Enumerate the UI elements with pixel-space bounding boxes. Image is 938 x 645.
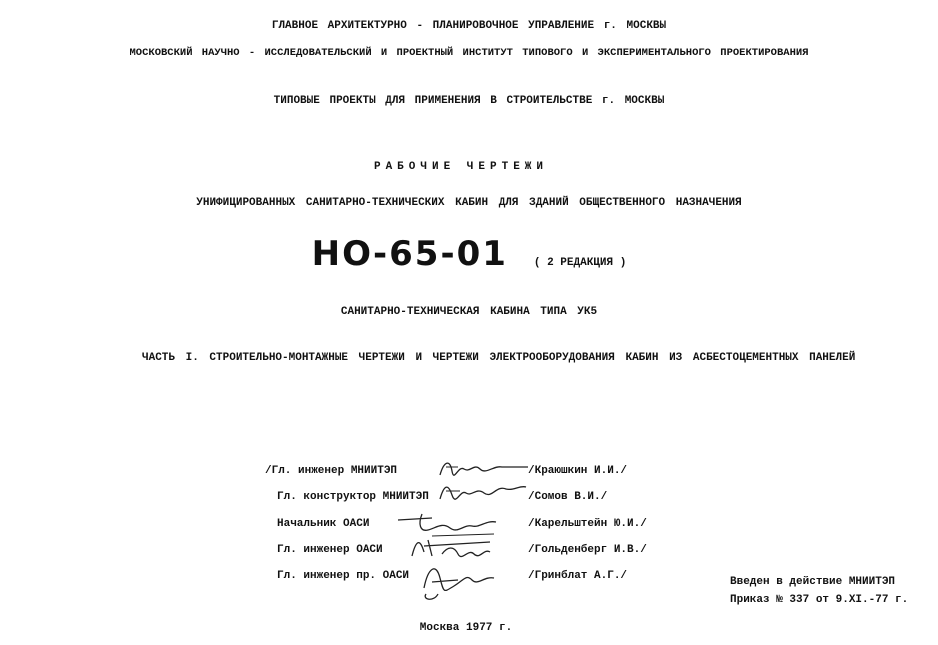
document-code-row [0,234,938,274]
signatory-row [0,491,938,513]
document-subject: УНИФИЦИРОВАННЫХ САНИТАРНО-ТЕХНИЧЕСКИХ КАБИН ДЛЯ ЗДАНИЙ ОБЩЕСТВЕННОГО НАЗНАЧЕНИЯ [196,197,742,209]
header-line-2: МОСКОВСКИЙ НАУЧНО - ИССЛЕДОВАТЕЛЬСКИЙ И ПРОЕКТНЫЙ ИНСТИТУТ ТИПОВОГО И ЭКСПЕРИМЕНТАЛЬНОГО ПРОЕКТИРОВАНИЯ [129,47,809,59]
signature-mark [436,479,532,505]
signatory-title: Гл. инженер ОАСИ [277,544,383,556]
signatory-name: /Гольденберг И.В./ [528,544,647,556]
signatory-title: Гл. конструктор МНИИТЭП [277,491,429,503]
header-line-3: ТИПОВЫЕ ПРОЕКТЫ ДЛЯ ПРИМЕНЕНИЯ В СТРОИТЕЛЬСТВЕ г. МОСКВЫ [273,95,665,107]
cabin-type: САНИТАРНО-ТЕХНИЧЕСКАЯ КАБИНА ТИПА УК5 [340,306,598,318]
order-line-1: Введен в действие МНИИТЭП [730,576,896,588]
signature-mark [414,558,504,604]
document-edition: ( 2 РЕДАКЦИЯ ) [533,257,627,269]
signatory-name: /Краюшкин И.И./ [528,465,628,477]
order-line-2: Приказ № 337 от 9.XI.-77 г. [730,594,909,606]
city-year: Москва 1977 г. [419,622,513,634]
signatory-title: Начальник ОАСИ [277,518,370,530]
document-part: ЧАСТЬ I. СТРОИТЕЛЬНО-МОНТАЖНЫЕ ЧЕРТЕЖИ И ЧЕРТЕЖИ ЭЛЕКТРООБОРУДОВАНИЯ КАБИН ИЗ АСБЕСТОЦЕМЕНТНЫХ ПАНЕЛЕЙ [142,352,856,364]
signatory-title: /Гл. инженер МНИИТЭП [265,465,398,477]
signature-mark [436,457,532,481]
signatory-name: /Сомов В.И./ [528,491,608,503]
signatory-name: /Гринблат А.Г./ [528,570,628,582]
signatory-name: /Карельштейн Ю.И./ [528,518,647,530]
document-heading: РАБОЧИЕ ЧЕРТЕЖИ [373,161,549,173]
header-line-1: ГЛАВНОЕ АРХИТЕКТУРНО - ПЛАНИРОВОЧНОЕ УПРАВЛЕНИЕ г. МОСКВЫ [271,20,667,32]
document-code: НО-65-01 [311,234,508,274]
signatory-title: Гл. инженер пр. ОАСИ [277,570,410,582]
